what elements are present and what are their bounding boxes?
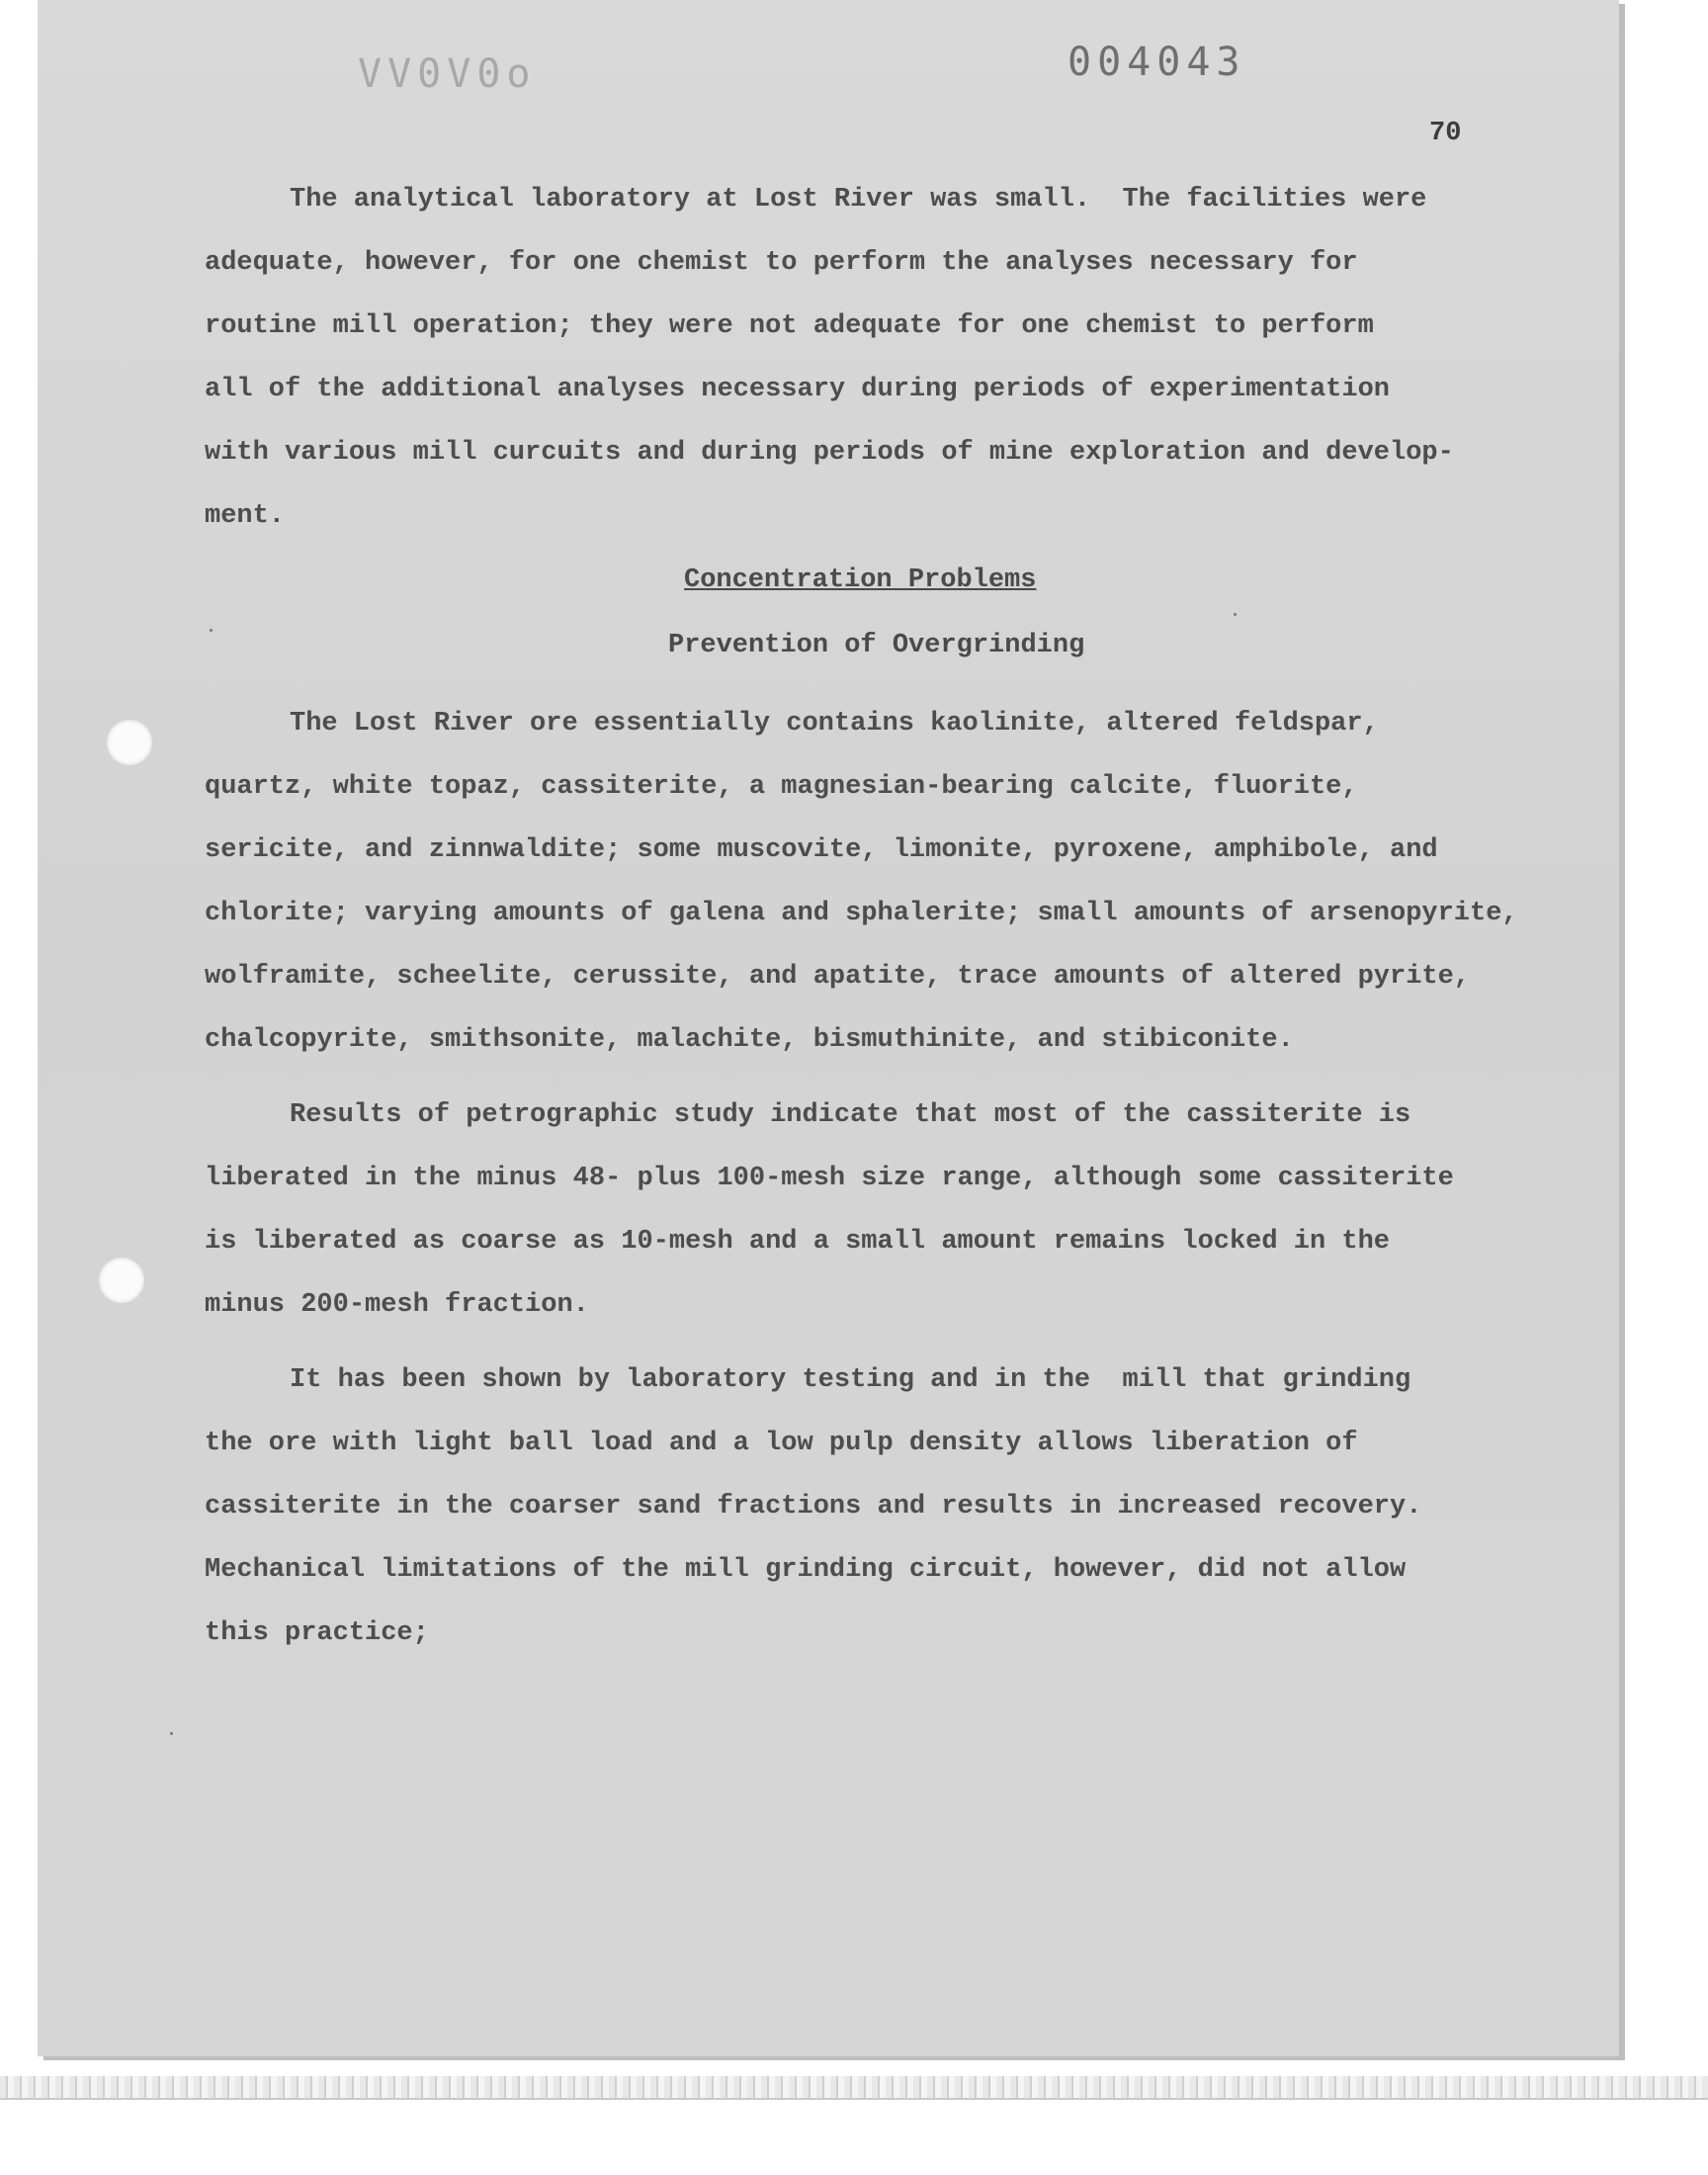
page-number: 70 xyxy=(1429,119,1462,148)
binder-hole xyxy=(99,1258,144,1303)
text-line: quartz, white topaz, cassiterite, a magnesian-bearing calcite, fluorite, xyxy=(205,772,1358,802)
binder-hole xyxy=(107,720,152,765)
text-line: all of the additional analyses necessary during periods of experimentation xyxy=(205,375,1390,404)
text-line: is liberated as coarse as 10-mesh and a small amount remains locked in the xyxy=(205,1227,1390,1257)
section-subheading: Prevention of Overgrinding xyxy=(668,631,1085,660)
text-line: the ore with light ball load and a low pulp density allows liberation of xyxy=(205,1429,1358,1458)
text-line: ment. xyxy=(205,501,286,531)
text-line: wolframite, scheelite, cerussite, and apatite, trace amounts of altered pyrite, xyxy=(205,962,1471,992)
scan-speck xyxy=(210,629,213,632)
text-line: It has been shown by laboratory testing and in the mill that grinding xyxy=(290,1365,1411,1395)
faint-stamp-number: VV0V0o xyxy=(358,51,537,97)
scan-speck xyxy=(1234,613,1237,616)
text-line: with various mill curcuits and during periods of mine exploration and develop- xyxy=(205,438,1454,468)
text-line: routine mill operation; they were not adequate for one chemist to perform xyxy=(205,311,1374,341)
text-line: chlorite; varying amounts of galena and sphalerite; small amounts of arsenopyrite, xyxy=(205,899,1518,928)
text-line: chalcopyrite, smithsonite, malachite, bismuthinite, and stibiconite. xyxy=(205,1025,1294,1055)
section-heading: Concentration Problems xyxy=(684,566,1037,595)
scan-speck xyxy=(170,1732,173,1735)
text-line: The analytical laboratory at Lost River was small. The facilities were xyxy=(290,185,1427,215)
text-line: adequate, however, for one chemist to perform the analyses necessary for xyxy=(205,248,1358,278)
text-line: cassiterite in the coarser sand fractions and results in increased recovery. xyxy=(205,1492,1422,1522)
text-line: minus 200-mesh fraction. xyxy=(205,1290,589,1320)
document-stamp-number: 004043 xyxy=(1068,40,1246,85)
text-line: sericite, and zinnwaldite; some muscovite, limonite, pyroxene, amphibole, and xyxy=(205,835,1438,865)
text-line: liberated in the minus 48- plus 100-mesh size range, although some cassiterite xyxy=(205,1164,1454,1193)
scan-edge-strip xyxy=(0,2076,1708,2098)
text-line: The Lost River ore essentially contains kaolinite, altered feldspar, xyxy=(290,709,1379,739)
text-line: this practice; xyxy=(205,1618,429,1648)
text-line: Results of petrographic study indicate that most of the cassiterite is xyxy=(290,1100,1411,1130)
scan-edge-line xyxy=(0,2098,1708,2100)
text-line: Mechanical limitations of the mill grinding circuit, however, did not allow xyxy=(205,1555,1407,1585)
